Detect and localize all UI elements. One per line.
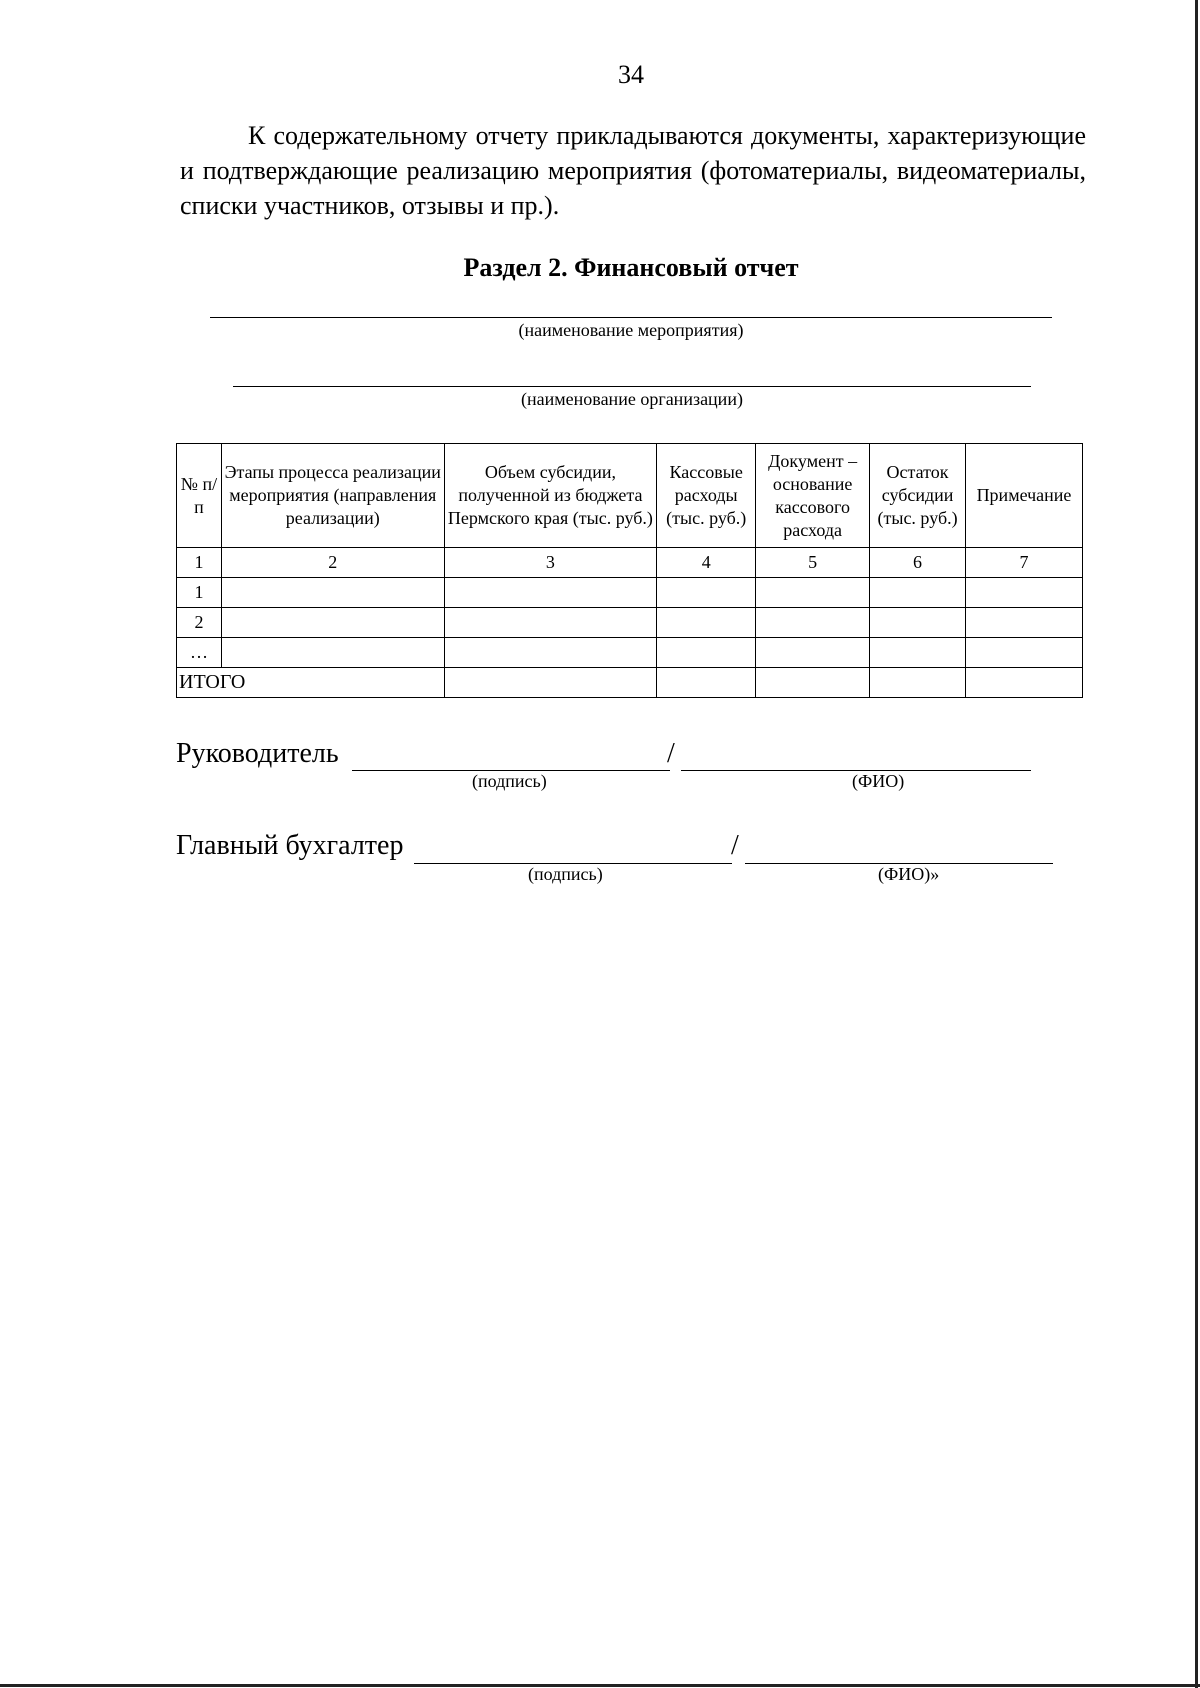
table-cell [966,638,1083,668]
table-cell [756,608,870,638]
column-number-cell: 7 [966,548,1083,578]
table-cell [657,638,756,668]
column-number-row [177,548,1083,578]
row-number-cell: … [177,638,222,668]
column-number-cell: 4 [657,548,756,578]
table-cell [966,578,1083,608]
org-name-caption: (наименование организации) [521,389,743,409]
header-cell: Примечание [966,444,1083,548]
table-cell [444,578,657,608]
header-cell: Объем субсидии, полученной из бюджета Пермского края (тыс. руб.) [444,444,657,548]
table-cell [966,668,1083,698]
table-cell [756,638,870,668]
table-row [177,578,1083,608]
intro-paragraph [180,118,1086,223]
table-cell [444,608,657,638]
column-number-cell: 2 [221,548,444,578]
table-cell [657,578,756,608]
column-number-cell: 1 [177,548,222,578]
table-cell [966,608,1083,638]
page-border-bottom [0,1684,1200,1687]
head-signature-caption: (подпись) [472,771,547,791]
header-cell: Остаток субсидии (тыс. руб.) [870,444,966,548]
header-cell: Кассовые расходы (тыс. руб.) [657,444,756,548]
intro-paragraph-text: К содержательному отчету прикладываются документы, характеризующие и подтверждающие реализацию мероприятия (фотоматериалы, видеоматериалы, списки участников, отзывы и пр.). [180,121,1086,220]
table-row [177,608,1083,638]
header-cell: № п/п [177,444,222,548]
head-name-caption: (ФИО) [852,771,905,791]
header-cell: Документ – основание кассового расхода [756,444,870,548]
row-number-cell: 2 [177,608,222,638]
table-cell [657,668,756,698]
head-label: Руководитель [176,738,339,769]
header-cell: Этапы процесса реализации мероприятия (направления реализации) [221,444,444,548]
page-number: 34 [618,60,644,89]
table-row [177,638,1083,668]
table-cell [221,578,444,608]
table-cell [756,578,870,608]
table-cell [870,638,966,668]
column-number-cell: 5 [756,548,870,578]
table-cell [221,608,444,638]
org-name-line [233,386,1031,387]
table-cell [870,668,966,698]
table-cell [870,608,966,638]
financial-report-table [176,443,1083,698]
accountant-signature-caption: (подпись) [528,864,603,884]
table-cell [444,668,657,698]
row-number-cell: 1 [177,578,222,608]
table-cell [444,638,657,668]
column-number-cell: 6 [870,548,966,578]
total-label: ИТОГО [177,668,445,698]
table-cell [657,608,756,638]
table-cell [756,668,870,698]
total-row [177,668,1083,698]
event-name-caption: (наименование мероприятия) [518,320,744,340]
table-header-row [177,444,1083,548]
table-cell [870,578,966,608]
section-title: Раздел 2. Финансовый отчет [463,253,799,282]
column-number-cell: 3 [444,548,657,578]
accountant-separator: / [731,830,739,861]
table-cell [221,638,444,668]
event-name-line [210,317,1052,318]
accountant-name-caption: (ФИО)» [878,864,940,884]
accountant-label: Главный бухгалтер [176,830,404,861]
head-separator: / [667,738,675,769]
